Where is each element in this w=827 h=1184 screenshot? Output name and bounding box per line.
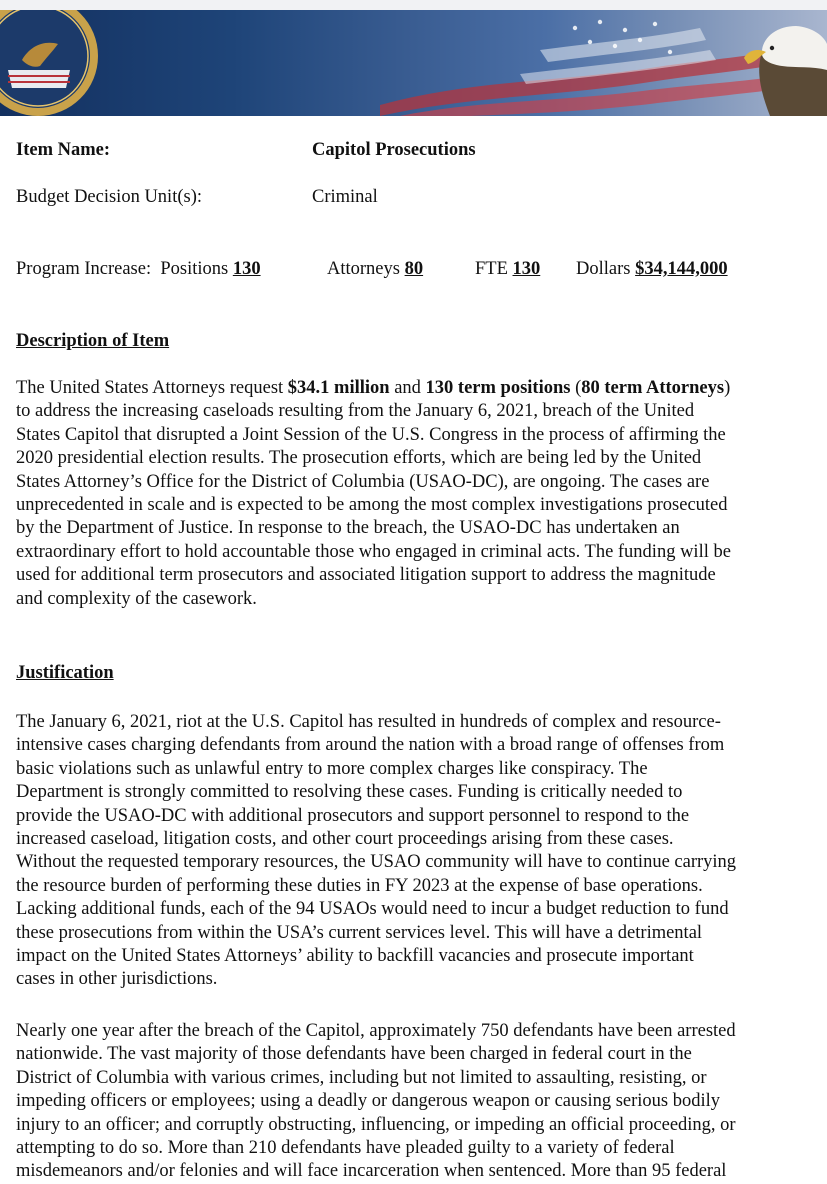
paragraph-line: The United States Attorneys request $34.1 million and 130 term positions (80 term Attorneys)	[16, 378, 731, 398]
paragraph-line: increased caseload, litigation costs, and other court proceedings arising from these cases.	[16, 829, 674, 850]
paragraph-line: basic violations such as unlawful entry to more complex charges like conspiracy. The	[16, 758, 648, 779]
program-increase-row	[16, 258, 261, 281]
paragraph-line: States Attorney’s Office for the District of Columbia (USAO-DC), are ongoing. The cases are	[16, 471, 710, 492]
item-name-label: Item Name:	[16, 140, 110, 160]
paragraph-line: impeding officers or employees; using a deadly or dangerous weapon or causing serious bodily	[16, 1091, 721, 1112]
paragraph-line: by the Department of Justice. In response to the breach, the USAO-DC has undertaken an	[16, 518, 680, 539]
paragraph-line: used for additional term prosecutors and associated litigation support to address the magnitude	[16, 565, 716, 586]
paragraph-line: Nearly one year after the breach of the Capitol, approximately 750 defendants have been arrested	[16, 1021, 736, 1041]
paragraph-line: the resource burden of performing these duties in FY 2023 at the expense of base operations.	[16, 875, 703, 896]
attorneys-label: Attorneys	[327, 259, 400, 279]
paragraph-line: impact on the United States Attorneys’ ability to backfill vacancies and prosecute important	[16, 946, 694, 967]
top-strip	[0, 0, 827, 10]
fte-item	[475, 258, 540, 281]
paragraph-line: attempting to do so. More than 210 defendants have pleaded guilty to a variety of federal	[16, 1138, 675, 1159]
budget-unit-label: Budget Decision Unit(s):	[16, 187, 203, 207]
flag-stripes-graphic	[380, 28, 790, 116]
justification-heading: Justification	[16, 663, 114, 683]
doj-banner	[0, 10, 827, 116]
paragraph-line: misdemeanors and/or felonies and will face incarceration when sentenced. More than 95 federal	[16, 1161, 727, 1182]
paragraph-line: The January 6, 2021, riot at the U.S. Capitol has resulted in hundreds of complex and resource-	[16, 712, 721, 732]
description-paragraph	[16, 377, 824, 611]
paragraph-line: nationwide. The vast majority of those defendants have been charged in federal court in the	[16, 1044, 692, 1065]
paragraph-line: Without the requested temporary resources, the USAO community will have to continue carrying	[16, 852, 737, 873]
dollars-label: Dollars	[576, 259, 631, 279]
paragraph-line: injury to an officer; and corruptly obstructing, influencing, or impeding an official proceeding, or	[16, 1114, 736, 1135]
dollars-item	[576, 258, 728, 281]
item-name-value: Capitol Prosecutions	[312, 140, 476, 160]
positions-value: 130	[232, 259, 261, 279]
positions-label: Positions	[160, 259, 229, 279]
paragraph-line: 2020 presidential election results. The prosecution efforts, which are being led by the United	[16, 448, 702, 469]
fte-label: FTE	[475, 259, 508, 279]
paragraph-line: these prosecutions from within the USA’s current services level. This will have a detrimental	[16, 922, 703, 943]
paragraph-line: extraordinary effort to hold accountable those who engaged in criminal acts. The funding will be	[16, 541, 731, 562]
paragraph-line: District of Columbia with various crimes, including but not limited to assaulting, resisting, or	[16, 1067, 707, 1088]
paragraph-line: intensive cases charging defendants from around the nation with a broad range of offenses from	[16, 735, 725, 756]
banner-artwork	[0, 10, 827, 116]
description-heading: Description of Item	[16, 331, 170, 351]
paragraph-line: unprecedented in scale and is expected to be among the most complex investigations prosecuted	[16, 495, 728, 516]
paragraph-line: provide the USAO-DC with additional prosecutors and support personnel to respond to the	[16, 805, 690, 826]
program-increase-label: Program Increase:	[16, 259, 152, 279]
justification-paragraph-2	[16, 1020, 824, 1184]
justification-paragraph-1	[16, 711, 824, 992]
attorneys-item	[327, 258, 423, 281]
dollars-value: $34,144,000	[635, 259, 728, 279]
paragraph-line: Lacking additional funds, each of the 94 USAOs would need to incur a budget reduction to fund	[16, 899, 729, 920]
budget-unit-value: Criminal	[312, 187, 378, 207]
paragraph-line: Department is strongly committed to resolving these cases. Funding is critically needed to	[16, 782, 683, 803]
eagle-graphic	[744, 26, 827, 116]
paragraph-line: States Capitol that disrupted a Joint Session of the U.S. Congress in the process of affirming the	[16, 424, 726, 445]
doj-seal-graphic	[0, 10, 98, 116]
paragraph-line: to address the increasing caseloads resulting from the January 6, 2021, breach of the United	[16, 401, 695, 422]
attorneys-value: 80	[404, 259, 424, 279]
fte-value: 130	[512, 259, 541, 279]
paragraph-line: cases in other jurisdictions.	[16, 969, 218, 990]
paragraph-line: and complexity of the casework.	[16, 588, 257, 609]
